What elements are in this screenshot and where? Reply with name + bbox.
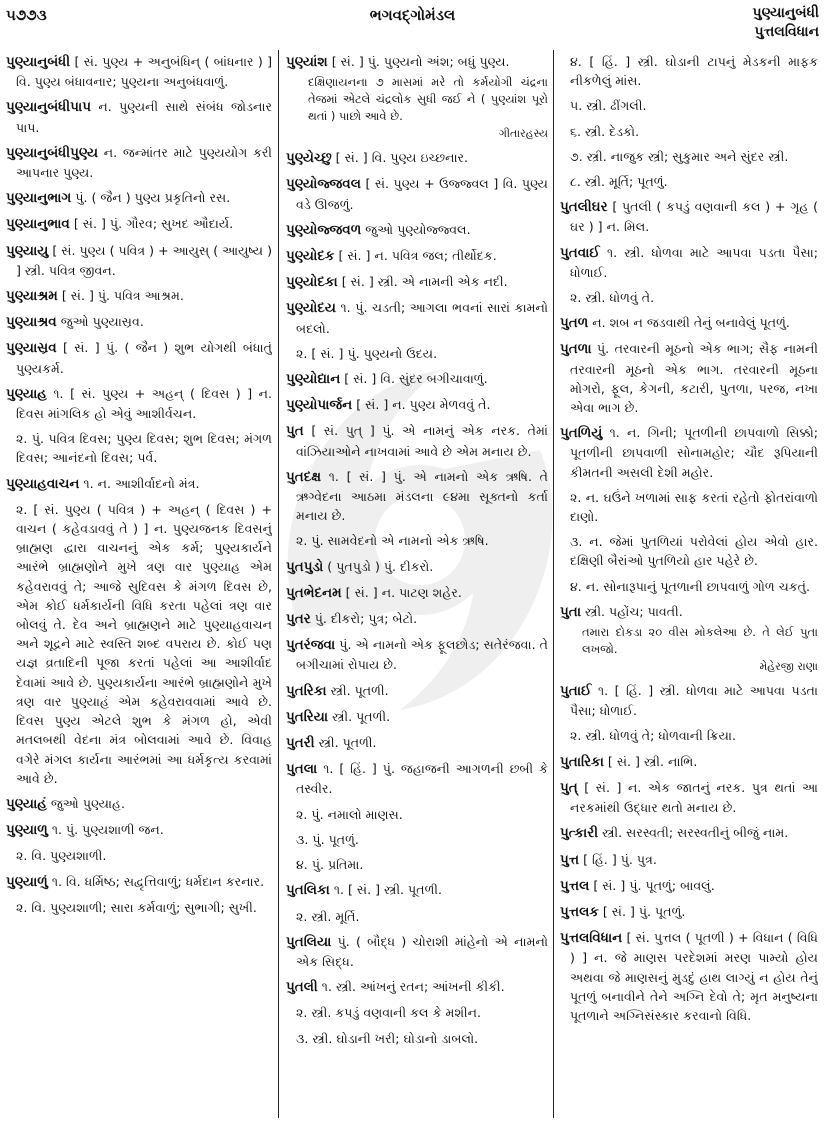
dictionary-entry <box>6 312 272 332</box>
definition: [ હિં. ] પું. પુત્ર. <box>583 851 657 867</box>
headword: પુણ્યાશ્રવ <box>6 314 57 331</box>
sub-sense: ૨. ન. ઘઉંને ખળામાં સાફ કરતાં રહેતો ફોતરાંવાળો દાણો. <box>570 489 818 525</box>
headword: પુણ્યોદક <box>286 248 335 265</box>
definition: [ સં. ] પું. ( જૈન ) શુભ યોગથી બંધાતું પુણ્યકર્મ. <box>16 340 272 376</box>
headword: પુત્ત <box>560 851 580 868</box>
headword: પુતરંજવા <box>286 637 336 654</box>
dictionary-entry <box>286 759 548 798</box>
dictionary-entry <box>286 583 548 603</box>
dictionary-column-1 <box>6 52 272 1118</box>
definition: [ સં. ] સ્ત્રી. એ નામની એક નદી. <box>341 274 508 290</box>
headword: પુતભેદનમ <box>286 584 342 601</box>
definition: સ્ત્રી. પૂતળી. <box>332 708 391 724</box>
dictionary-entry <box>286 880 548 900</box>
dictionary-entry <box>6 188 272 208</box>
definition: સ્ત્રી. સરસ્વતી; સરસ્વતીનું બીજું નામ. <box>602 825 789 841</box>
definition: [ સં. ] પું. પવિત્ર આશ્રમ. <box>61 288 184 304</box>
definition: સ્ત્રી. પૂતળી. <box>330 682 389 698</box>
dictionary-entry <box>286 174 548 213</box>
sub-sense: ૨. પું. નમાલો માણસ. <box>296 806 403 822</box>
dictionary-entry <box>286 272 548 292</box>
dictionary-entry <box>286 220 548 240</box>
definition: ૧. [ સં. પુણ્ય + અહન્ ( દિવસ ) ] ન. દિવસ માંગલિક હો એવું આશીર્વચન. <box>16 385 272 422</box>
dictionary-entry <box>560 197 818 236</box>
dictionary-entry <box>6 52 272 91</box>
dictionary-entry <box>560 823 818 843</box>
definition: ન. જન્માંતર માટે પુણ્યયોગ કરી આપનાર પુણ્ય. <box>16 144 272 181</box>
guide-words <box>753 4 820 42</box>
definition: [ સં. ] પું. ગૌરવ; સુખદ ઔદાર્ય. <box>73 216 234 232</box>
definition: જુઓ પુણ્યોજ્જ્વલ. <box>365 221 471 237</box>
headword: પુણ્યાળુ <box>6 822 48 839</box>
dictionary-entry <box>560 850 818 870</box>
citation-quote <box>286 74 548 142</box>
headword: પુતદક્ષ <box>286 468 322 485</box>
dictionary-entry <box>6 214 272 234</box>
dictionary-entry <box>560 928 818 1025</box>
definition: ૧. [ સં. ] પું. એ નામનો એક ઋષિ. તે ઋગ્વેદના આઠમા મંડલના ૯૪મા સૂક્તનો કર્તા મનાય છે. <box>296 468 548 524</box>
column-divider <box>553 50 554 1118</box>
dictionary-entry <box>286 298 548 337</box>
dictionary-entry <box>286 977 548 997</box>
definition: ન. શબ ન જડવાથી તેનું બનાવેલું પૂતળું. <box>592 315 790 331</box>
headword: પુતરિકા <box>286 682 327 699</box>
dictionary-entry <box>286 932 548 971</box>
definition: ન. પુણ્યની સાથે સંબંધ જોડનાર પાપ. <box>16 99 272 135</box>
headword: પુતવાઈ <box>560 244 600 261</box>
headword: પુણ્યાંશ <box>286 54 328 70</box>
headword: પુણ્યોદકા <box>286 274 338 291</box>
definition: પું. ( જૈન ) પુણ્ય પ્રકૃતિનો રસ. <box>75 190 231 206</box>
definition: ૧. પું. પુણ્યશાળી જન. <box>51 822 164 838</box>
definition: [ સં. ] ન. પાટણ શહેર. <box>345 584 462 600</box>
headword: પુણ્યોજ્જવલ <box>286 176 361 193</box>
dictionary-entry <box>286 681 548 701</box>
guide-word-first: પુણ્યાનુબંધી <box>752 5 819 21</box>
sub-sense: ૨. સ્ત્રી. મૂર્તિ. <box>296 908 360 924</box>
sub-sense: ૨. વિ. પુણ્યશાળી. <box>16 848 107 864</box>
headword: પુતારિકા <box>560 753 604 770</box>
definition: [ સં. પુણ્ય ( પવિત્ર ) + આયુસ્ ( આયુષ્ય ) ] સ્ત્રી. પવિત્ર જીવન. <box>16 242 272 278</box>
sub-sense: ૨. વિ. પુણ્યશાળી; સારા કર્મવાળું; સુભાગી; સુખી. <box>16 899 257 915</box>
dictionary-column-3 <box>560 52 818 1118</box>
headword: પુણ્યોદય <box>286 300 336 317</box>
dictionary-entry <box>6 338 272 377</box>
quote-source: ગીતારહસ્ય <box>498 127 548 141</box>
sub-sense: ૭. સ્ત્રી. નાજુક સ્ત્રી; સુકુમાર અને સુંદર સ્ત્રી. <box>570 148 789 164</box>
sub-sense: ૨. પું. સામવેદનો એ નામનો એક ઋષિ. <box>296 533 489 549</box>
sub-sense: ૪. [ હિં. ] સ્ત્રી. ઘોડાની ટાપનું મેડકની માફક નીકળેલું માંસ. <box>570 54 818 89</box>
dictionary-entry <box>6 384 272 423</box>
sub-sense: ૨. સ્ત્રી. કપડું વણવાની કલ કે મશીન. <box>296 1005 482 1021</box>
definition: [ સં. પુણ્ય + ઉજ્જ્વલ ] વિ. પુણ્ય વડે ઊજળું. <box>296 176 548 212</box>
headword: પુતરિયા <box>286 708 329 725</box>
dictionary-column-2 <box>286 52 548 1118</box>
dictionary-entry <box>6 97 272 136</box>
sub-sense: ૪. ન. સોનારૂપાનું પૂતળાની છાપવાળું ગોળ ચકતું. <box>570 578 811 594</box>
definition: જુઓ પુણ્યાસ્રવ. <box>60 314 144 330</box>
page-number: ૫૭૭૩ <box>6 6 47 24</box>
headword: પુતળ <box>560 315 589 332</box>
definition: પું. એ નામનો એક ફૂલછોડ; સતેરંજવા. તે બગીચામાં રોપાય છે. <box>296 637 548 673</box>
dictionary-entry <box>286 707 548 727</box>
headword: પુતલિયા <box>286 933 332 950</box>
definition: ૧. પું. ચડતી; આગલા ભવનાં સારાં કામનો બદલો. <box>296 300 548 336</box>
headword: પુણ્યોજ્જવળ <box>286 221 362 238</box>
headword: પુણ્યેચ્છુ <box>286 150 332 167</box>
sub-sense: ૩. સ્ત્રી. ઘોડાની ખરી; ઘોડાનો ડાબલો. <box>296 1030 479 1046</box>
definition: પું. ( બૌદ્ધ ) ચોરાશી માંહેનો એ નામનો એક સિદ્ધ. <box>296 933 548 969</box>
dictionary-entry <box>6 872 272 892</box>
dictionary-entry <box>560 752 818 772</box>
sub-sense: ૫. સ્ત્રી. ઢીંગલી. <box>570 98 647 114</box>
definition: ૧. ન. આશીર્વાદનો મંત્ર. <box>83 475 200 491</box>
definition: [ સં. પુણ્ય + અનુબંધિન્ ( બાંધનાર ) ] વિ. પુણ્ય બંધાવનાર; પુણ્યના અનુબંધવાળું. <box>16 54 272 90</box>
headword: પુતલીઘર <box>560 199 608 216</box>
dictionary-entry <box>286 733 548 753</box>
definition: ૧. ન. ગિની; પૂતળીની છાપવાળો સિક્કો; પૂતળીની છાપવાળી સોનામહોર; ચૌદ રૂપિયાની કીમતની અસલી દેશી મહોર. <box>570 425 818 480</box>
definition: [ સં. ] પું. પુણ્યનો અંશ; બધું પુણ્ય. <box>331 54 510 69</box>
sub-sense: ૨. સ્ત્રી. ધોળવું તે. <box>570 290 655 306</box>
sub-sense: ૬. સ્ત્રી. દેડકો. <box>570 123 640 139</box>
definition: ૧. વિ. ધર્મિષ્ઠ; સદ્વૃત્તિવાળું; ધર્મદાન કરનાર. <box>51 873 265 889</box>
headword: પુણ્યાનુબંધીપુણ્ય <box>6 144 99 161</box>
definition: ૧. સ્ત્રી. આંખનું રતન; આંખની કીકી. <box>321 979 505 995</box>
column-divider <box>278 50 279 1118</box>
definition: [ સં. ] પું. પૂતળું. <box>602 903 686 919</box>
dictionary-entry <box>286 557 548 577</box>
headword: પુતાઈ <box>560 683 592 700</box>
sub-sense: ૨. [ સં. ] પું. પુણ્યનો ઉદય. <box>296 345 438 361</box>
headword: પુતા <box>560 603 582 620</box>
dictionary-entry <box>560 778 818 817</box>
headword: પુતલિકા <box>286 882 330 899</box>
dictionary-entry <box>6 820 272 840</box>
headword: પુતલા <box>286 761 318 778</box>
headword: પુણ્યાહવાચન <box>6 475 80 492</box>
dictionary-entry <box>286 52 548 72</box>
definition: ૧. [ સં. ] સ્ત્રી. પૂતળી. <box>333 882 443 898</box>
sub-sense: ૨. [ સં. પુણ્ય ( પવિત્ર ) + અહન્ ( દિવસ ) + વાચન ( કહેવડાવવું તે ) ] ન. પુણ્યજનક દિવસનું બ્રાહ્મણ દ્વારા વાચનનું એક કર્મ; પુણ્યકાર્યને આરંભે બ્રાહ્મણોને મુખે ત્રણ વાર પુણ્યાહ એમ કહેવરાવવું તે; આજે સુદિવસ કે મંગળ દિવસ છે, એમ કોઈ ધર્મકાર્યની વિધિ કરતા પહેલાં ત્રણ વાર બોલવું તે. દેવ અને બ્રાહ્મણને માટે પુણ્યાહવાચન અને શૂદ્રને માટે સ્વસ્તિ શબ્દ વપરાય છે. કોઈ પણ યજ્ઞ વ્રતાદિની પૂજા કરતાં પહેલાં આ આશીર્વાદ દેવામાં આવે છે. પુણ્યકાર્યના આરંભે બ્રાહ્મણોને મુખે ત્રણ વાર પુણ્યાહં એમ કહેવરાવવામાં આવે છે. દિવસ પુણ્ય એટલે શુભ કે મંગળ હો, એવી મતલબથી વેદના મંત્ર બોલવામાં આવે છે. વિવાહ વગેરે મંગલ કાર્યના આરંભમાં આ ધર્મકૃત્ય કરવામાં આવે છે. <box>16 501 272 786</box>
dictionary-entry <box>6 474 272 494</box>
headword: પુણ્યાનુભાગ <box>6 190 72 207</box>
sub-sense: ૩. પું. પૂતળું. <box>296 831 359 847</box>
headword: પુણ્યોદ્યાન <box>286 371 341 388</box>
dictionary-entry <box>286 148 548 168</box>
definition: પું. તરવારની મૂઠનો એક ભાગ; સૈફ નામની તરવારની મૂઠનો એક ભાગ. તરવારની મૂઠના મોગરો, ફૂલ, કેગની, કટારી, પુતળા, પરજ, નખા એવા ભાગ છે. <box>570 341 818 416</box>
definition: ૧. સ્ત્રી. ધોળવા માટે આપવા પડતા પૈસા; ધોળાઈ. <box>570 244 818 280</box>
headword: પુતપુડો <box>286 558 324 575</box>
headword: પુતરી <box>286 735 315 752</box>
dictionary-entry <box>6 286 272 306</box>
headword: પુણ્યાળું <box>6 873 48 890</box>
definition: [ સં. ] ન. પવિત્ર જલ; તીર્થોદક. <box>338 248 497 264</box>
definition: [ સં. પુત્તલ ( પૂતળી ) + વિધાન ( વિધિ ) ] ન. જે માણસ પરદેશમાં મરણ પામ્યો હોય અથવા જે માણસનું મુડદું હાથ લાગ્યું ન હોય તેનું પૂતળું બનાવીને તેને અગ્નિ દેવો તે; મૃત મનુષ્યના પૂતળાને અગ્નિસંસ્કાર કરવાનો વિધિ. <box>570 930 818 1023</box>
dictionary-entry <box>560 681 818 720</box>
dictionary-entry <box>286 246 548 266</box>
sub-sense: ૨. સ્ત્રી. ધોળવું તે; ધોળવાની ક્રિયા. <box>570 728 736 744</box>
headword: પુણ્યાહં <box>6 795 47 812</box>
headword: પુતલી <box>286 979 318 996</box>
dictionary-entry <box>560 876 818 896</box>
headword: પુણ્યાનુબંધી <box>6 54 71 70</box>
guide-word-last: પુત્તલવિધાન <box>754 24 819 40</box>
headword: પુત્તલ <box>560 877 590 894</box>
headword: પુત્તલક <box>560 903 599 920</box>
definition: [ પુતલી ( કપડું વણવાની કલ ) + ગૃહ ( ઘર ) ] ન. મિલ. <box>570 199 818 235</box>
headword: પુત્કારી <box>560 825 599 842</box>
dictionary-entry <box>560 339 818 417</box>
headword: પુત <box>286 423 304 440</box>
definition: [ સં. પુત્ ] પું. એ નામનું એક નરક. તેમાં વાંઝિયાઓને નાખવામાં આવે છે એમ મનાય છે. <box>296 423 548 459</box>
page-header <box>0 4 825 48</box>
sub-sense: ૪. પું. પ્રતિમા. <box>296 857 364 873</box>
sub-sense: ૨. પું. પવિત્ર દિવસ; પુણ્ય દિવસ; શુભ દિવસ; મંગળ દિવસ; આનંદનો દિવસ; પર્વ. <box>16 431 272 466</box>
definition: સ્ત્રી. પૂતળી. <box>318 735 377 751</box>
headword: પુણ્યોપાર્જન <box>286 397 353 414</box>
headword: પુત્તલવિધાન <box>560 930 623 947</box>
definition: [ સં. ] સ્ત્રી. નાભિ. <box>607 753 698 769</box>
sub-sense: ૮. સ્ત્રી. મૂર્તિ; પૂતળું. <box>570 174 668 190</box>
definition: ૧. [ હિં. ] સ્ત્રી. ધોળવા માટે આપવા પડતા પૈસા; ધોળાઈ. <box>570 683 818 719</box>
dictionary-entry <box>286 467 548 526</box>
definition: સ્ત્રી. પહોંચ; પાવતી. <box>585 603 683 619</box>
definition: જુઓ પુણ્યાહ. <box>50 795 125 811</box>
dictionary-entry <box>560 313 818 333</box>
headword: પુણ્યાયુ <box>6 242 49 259</box>
headword: પુણ્યાનુભાવ <box>6 216 70 233</box>
dictionary-entry <box>286 395 548 415</box>
dictionary-entry <box>560 602 818 622</box>
headword: પુત્ <box>560 779 578 796</box>
citation-quote <box>560 624 818 675</box>
definition: ( પુતપુડો ) પું. દીકરો. <box>327 558 434 574</box>
dictionary-entry <box>560 423 818 482</box>
definition: ૧. [ હિં. ] પું. જહાજની આગળની છબી કે તસ્વીર. <box>296 761 548 797</box>
dictionary-entry <box>286 635 548 674</box>
dictionary-entry <box>286 369 548 389</box>
dictionary-entry <box>560 902 818 922</box>
dictionary-entry <box>6 794 272 814</box>
headword: પુણ્યાશ્રમ <box>6 288 58 305</box>
dictionary-entry <box>6 241 272 280</box>
definition: [ સં. ] પું. પૂતળું; બાવલું. <box>593 877 715 893</box>
quote-source: મેહેરજી રાણા <box>759 660 818 674</box>
definition: [ સં. ] વિ. સુંદર બગીચાવાળું. <box>344 371 488 387</box>
definition: પું. દીકરો; પુત્ર; બેટો. <box>314 611 418 627</box>
dictionary-entry <box>560 243 818 282</box>
headword: પુણ્યાહ <box>6 385 47 402</box>
quote-text: તમારા દોકડા ૨૦ વીસ મોકલેઆ છે. તે લેઈ પુતા લખજો. <box>582 625 818 657</box>
dictionary-entry <box>286 421 548 460</box>
headword: પુણ્યાનુબંધીપાપ <box>6 99 91 116</box>
dictionary-entry <box>6 143 272 182</box>
running-title: ભગવદ્ગોમંડલ <box>369 6 456 24</box>
definition: [ સં. ] ન. એક જાતનું નરક. પુત્ર થતાં આ નરકમાંથી ઉદ્ધાર થતો મનાય છે. <box>570 779 818 816</box>
headword: પુતર <box>286 611 311 628</box>
sub-sense: ૩. ન. જેમાં પુતળિયાં પરોવેલાં હોય એવો હાર. દક્ષિણી બૈરાંઓ પુતળિયો હાર પહેરે છે. <box>570 534 818 569</box>
quote-text: દક્ષિણાયનના ૭ માસમાં મરે તો કર્મયોગી ચંદ્રના તેજમાં એટલે ચંદ્રલોક સુધી જઈ ને ( પુણ્યાંશ પૂરો થતાં ) પાછો આવે છે. <box>308 75 548 124</box>
headword: પુતળિયું <box>560 425 603 442</box>
headword: પુતળા <box>560 341 592 358</box>
definition: [ સં. ] વિ. પુણ્ય ઇચ્છનાર. <box>335 150 469 166</box>
dictionary-entry <box>286 609 548 629</box>
headword: પુણ્યાસ્રવ <box>6 340 57 357</box>
definition: [ સં. ] ન. પુણ્ય મેળવવું તે. <box>356 397 491 413</box>
